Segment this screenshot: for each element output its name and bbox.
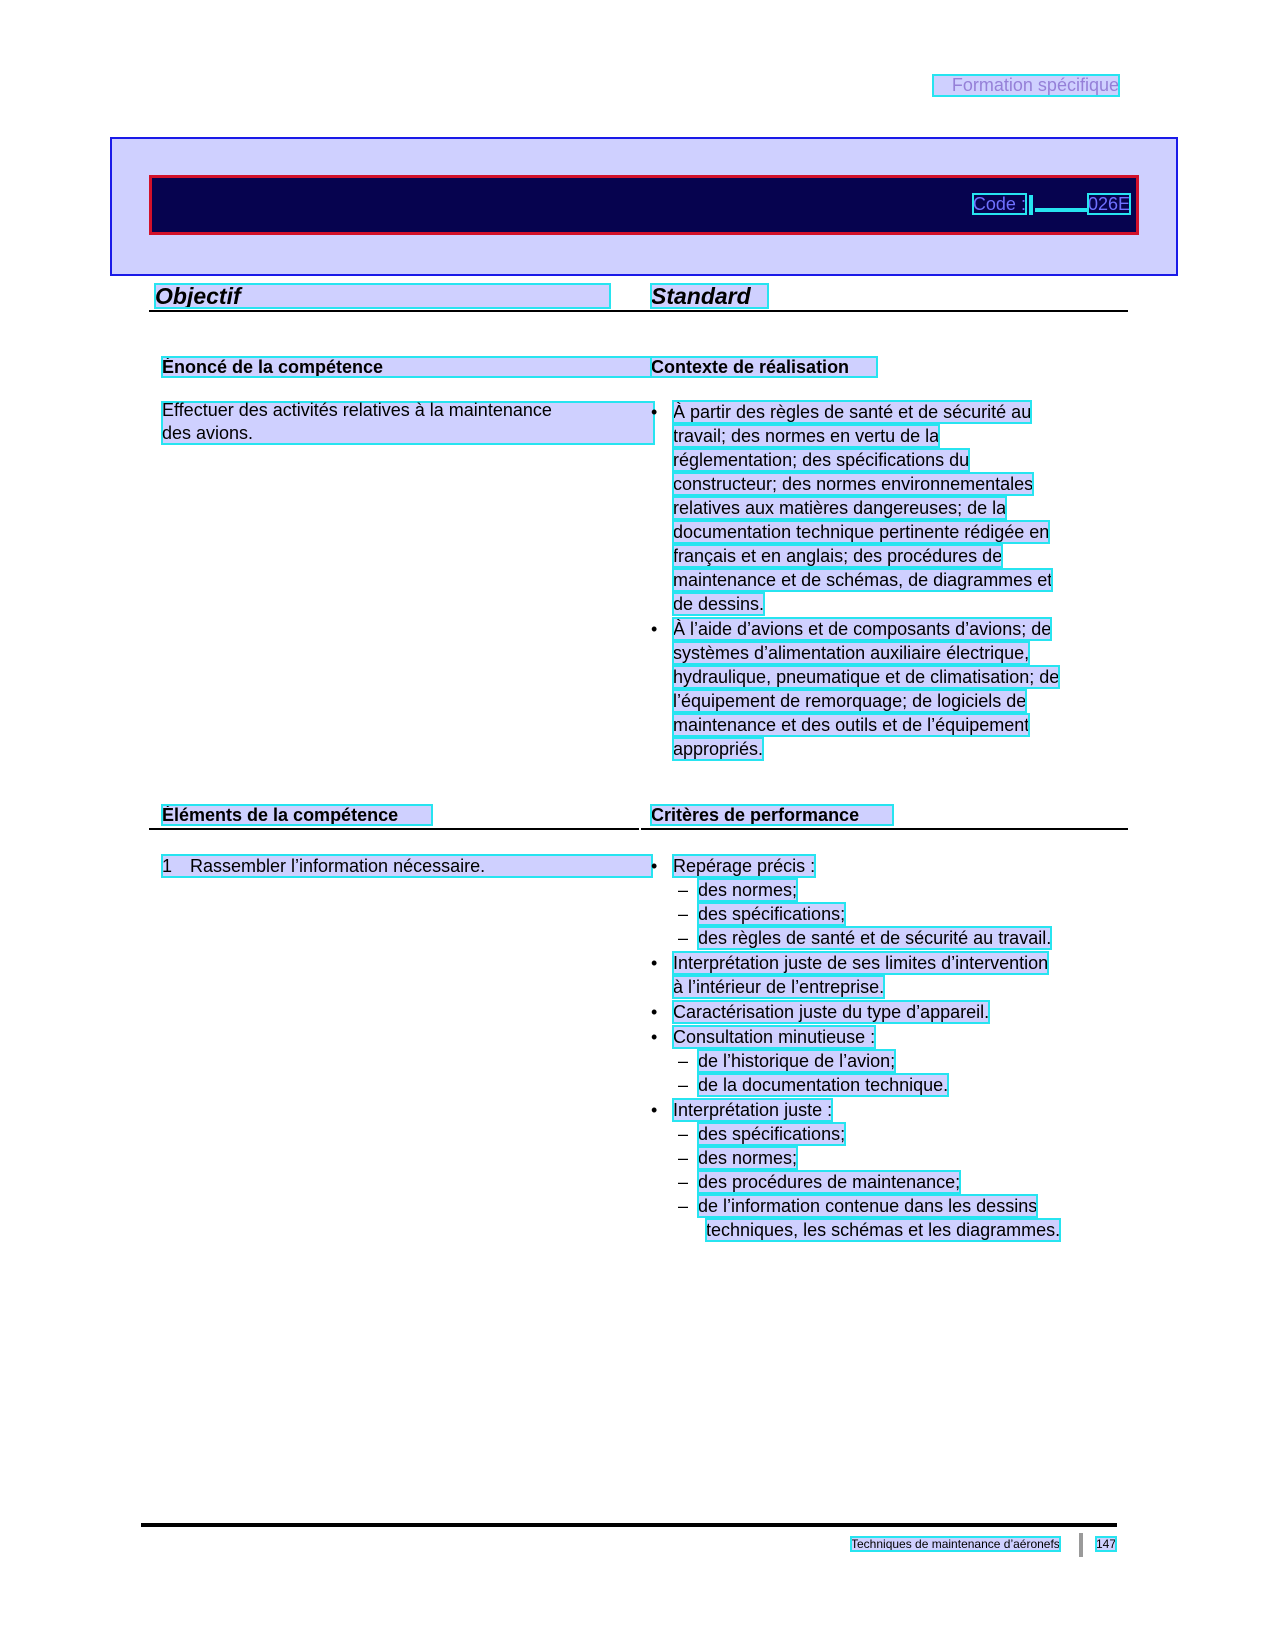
rule-top [149, 310, 1128, 312]
critere-line-13: des normes; [698, 1148, 798, 1168]
critere-line-2: des normes; [698, 880, 798, 900]
critere-line-7: Caractérisation juste du type d’appareil. [673, 1002, 990, 1022]
contexte-line-11: systèmes d’alimentation auxiliaire électrique, [673, 643, 1030, 663]
rule-middle-left [149, 828, 639, 830]
critere-line-1: Repérage précis : [673, 856, 816, 876]
critere-line-8: Consultation minutieuse : [673, 1027, 876, 1047]
code-value: 026E [1087, 194, 1130, 214]
critere-bullet-5: • [651, 1100, 658, 1120]
title-bar [149, 175, 1139, 235]
critere-line-11: Interprétation juste : [673, 1100, 833, 1120]
critere-dash-9: – [678, 1196, 689, 1216]
contexte-line-1: À partir des règles de santé et de sécurité au [673, 402, 1032, 422]
critere-bullet-2: • [651, 953, 658, 973]
contexte-line-9: de dessins. [673, 594, 765, 614]
critere-dash-7: – [678, 1148, 689, 1168]
critere-dash-6: – [678, 1124, 689, 1144]
critere-dash-1: – [678, 880, 689, 900]
critere-dash-8: – [678, 1172, 689, 1192]
contexte-line-6: documentation technique pertinente rédigée en [673, 522, 1050, 542]
critere-line-16: techniques, les schémas et les diagrammes. [706, 1220, 1061, 1240]
contexte-line-4: constructeur; des normes environnementales [673, 474, 1034, 494]
critere-dash-4: – [678, 1051, 689, 1071]
critere-bullet-3: • [651, 1002, 658, 1022]
footer-title: Techniques de maintenance d’aéronefs [851, 1537, 1060, 1551]
footer-separator [1079, 1533, 1083, 1557]
contexte-line-7: français et en anglais; des procédures de [673, 546, 1003, 566]
contexte-line-3: réglementation; des spécifications du [673, 450, 970, 470]
code-label: Code : [972, 194, 1026, 214]
contexte-line-12: hydraulique, pneumatique et de climatisation; de [673, 667, 1060, 687]
heading-objectif: Objectif [155, 284, 610, 308]
critere-dash-2: – [678, 904, 689, 924]
critere-line-15: de l’information contenue dans les dessins [698, 1196, 1038, 1216]
contexte-line-10: À l’aide d’avions et de composants d’avions; de [673, 619, 1052, 639]
contexte-line-15: appropriés. [673, 739, 764, 759]
critere-bullet-1: • [651, 856, 658, 876]
rule-middle-right [641, 828, 1128, 830]
contexte-bullet-1: • [651, 402, 658, 422]
heading-criteres: Critères de performance [651, 805, 893, 825]
enonce-line-1: Effectuer des activités relatives à la maintenance [162, 400, 552, 420]
course-code [973, 194, 1130, 214]
critere-line-12: des spécifications; [698, 1124, 846, 1144]
contexte-line-14: maintenance et des outils et de l’équipement [673, 715, 1030, 735]
critere-line-6: à l’intérieur de l’entreprise. [673, 977, 885, 997]
critere-bullet-4: • [651, 1027, 658, 1047]
contexte-line-13: l’équipement de remorquage; de logiciels de [673, 691, 1027, 711]
critere-line-4: des règles de santé et de sécurité au travail. [698, 928, 1052, 948]
contexte-bullet-2: • [651, 619, 658, 639]
critere-dash-3: – [678, 928, 689, 948]
element-text: Rassembler l’information nécessaire. [190, 856, 486, 876]
contexte-line-5: relatives aux matières dangereuses; de la [673, 498, 1007, 518]
critere-line-10: de la documentation technique. [698, 1075, 949, 1095]
footer-rule [141, 1523, 1117, 1527]
heading-standard: Standard [651, 284, 768, 308]
element-number: 1 [162, 856, 173, 876]
enonce-line-2: des avions. [162, 423, 254, 443]
heading-contexte: Contexte de réalisation [651, 357, 877, 377]
critere-line-3: des spécifications; [698, 904, 846, 924]
heading-enonce: Énoncé de la compétence [162, 357, 652, 377]
code-separator [1030, 196, 1032, 214]
contexte-line-2: travail; des normes en vertu de la [673, 426, 940, 446]
critere-dash-5: – [678, 1075, 689, 1095]
contexte-line-8: maintenance et de schémas, de diagrammes et [673, 570, 1053, 590]
critere-line-14: des procédures de maintenance; [698, 1172, 961, 1192]
critere-line-9: de l’historique de l’avion; [698, 1051, 896, 1071]
critere-line-5: Interprétation juste de ses limites d’intervention [673, 953, 1049, 973]
heading-elements: Éléments de la compétence [162, 805, 432, 825]
footer-page-number: 147 [1096, 1537, 1117, 1551]
running-header: Formation spécifique [933, 75, 1119, 96]
